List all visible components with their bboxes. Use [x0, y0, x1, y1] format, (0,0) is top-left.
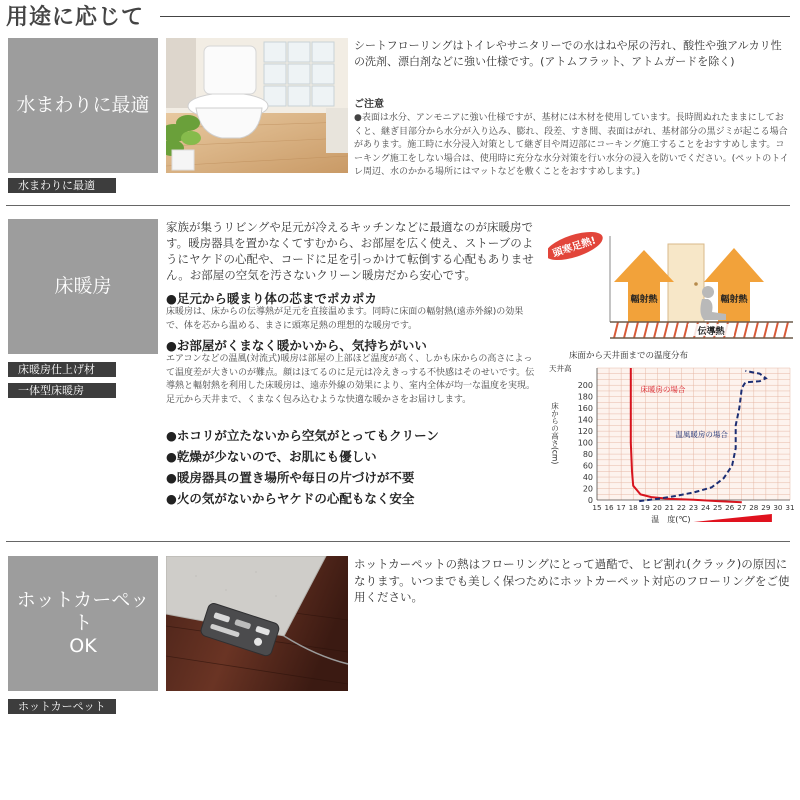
chart-y-tick-label: 60: [582, 461, 593, 471]
water-box-label: 水まわりに最適: [16, 94, 150, 117]
chart-x-tick-label: 27: [737, 503, 747, 512]
point2-title: ●お部屋がくまなく暖かいから、気持ちがいい: [166, 338, 427, 353]
radiant-heat-right-label: 輻射熱: [720, 295, 748, 305]
chart-x-tick-label: 31: [785, 503, 795, 512]
feature-bullet: ●ホコリが立たないから空気がとってもクリーン: [166, 428, 439, 443]
section-divider-2: [6, 541, 790, 542]
floor-heating-tag-2: 一体型床暖房: [8, 383, 116, 398]
svg-text:頭寒足熱!: 頭寒足熱!: [551, 235, 598, 260]
point1-body: 床暖房は、床からの伝導熱が足元を直接温めます。同時に床面の輻射熱(遠赤外線)の効果で、体を芯から温める、まさに頭寒足熱の理想的な暖房です。: [166, 307, 524, 331]
chart-x-tick-label: 22: [676, 503, 687, 512]
hot-carpet-box-label-line2: OK: [69, 634, 97, 657]
chart-x-tick-label: 18: [628, 503, 638, 512]
chart-y-tick-label: 100: [577, 438, 593, 448]
chart-x-tick-label: 23: [688, 503, 699, 512]
chart-y-tick-label: 20: [582, 484, 593, 494]
chart-y-tick-label: 0: [587, 496, 593, 505]
chart-y-tick-label: 40: [582, 473, 593, 483]
point2-body: エアコンなどの温風(対流式)暖房は部屋の上部ほど温度が高く、しかも床からの高さによって温度差が大きいのが難点。顔はほてるのに足元は冷えきっする不快感はそのせいです。伝導熱と輻射熱を利用した床暖房は、遠赤外線の効果により、室内全体が均一な温度を実現。足元から天井まで、くまなく包み込むような快適な暖かさをお届けします。: [166, 354, 536, 405]
chart-title: 床面から天井面までの温度分布: [569, 351, 689, 361]
floor-heating-tag-1: 床暖房仕上げ材: [8, 362, 116, 377]
head-cool-feet-warm-badge: [548, 226, 606, 265]
title-rule: [160, 16, 790, 17]
hot-carpet-box-label-line1: ホットカーペット: [16, 589, 150, 635]
chart-x-tick-label: 17: [616, 503, 626, 512]
chart-x-tick-label: 28: [749, 503, 759, 512]
chart-series-label-1: 温風暖房の場合: [675, 429, 728, 439]
page-title: 用途に応じて: [6, 4, 145, 30]
chart-xlabel: 温 度(℃): [651, 515, 691, 524]
chart-x-tick-label: 29: [761, 503, 771, 512]
feature-bullet: ●火の気がないからヤケドの心配もなく安全: [166, 491, 415, 506]
chart-y-tick-label: 200: [577, 381, 593, 391]
water-box: [8, 38, 158, 173]
feature-bullet: ●乾燥が少ないので、お肌にも優しい: [166, 449, 377, 464]
feature-bullet: ●暖房器具の置き場所や毎日の片づけが不要: [166, 470, 415, 485]
hot-carpet-body: ホットカーペットの熱はフローリングにとって過酷で、ヒビ割れ(クラック)の原因になります。いつまでも美しく保つためにホットカーペット対応のフローリングをご使用ください。: [354, 557, 790, 604]
floor-heating-body: 家族が集うリビングや足元が冷えるキッチンなどに最適なのが床暖房です。暖房器具を置かなくてすむから、お部屋を広く使え、ストーブのようにヤケドの心配や、コードに足を引っかけて転倒する心配もありません。お部屋の空気を汚さないクリーン暖房だから安心です。: [166, 220, 534, 282]
water-note-title: ご注意: [354, 99, 384, 110]
chart-x-tick-label: 16: [604, 503, 614, 512]
floor-heating-box-label: 床暖房: [54, 275, 112, 298]
chart-x-tick-label: 20: [652, 503, 662, 512]
chart-y-tick-label: 80: [582, 450, 593, 460]
chart-temperature-gradient-bar: [694, 514, 772, 522]
chart-x-tick-label: 24: [700, 503, 711, 512]
chart-x-tick-label: 21: [664, 503, 674, 512]
chart-y-tick-label: 180: [577, 392, 593, 402]
chart-ylabel: 床からの高さ(cm): [550, 402, 560, 465]
heating-diagram: [548, 222, 793, 347]
section-divider-1: [6, 205, 790, 206]
toilet-photo: [166, 38, 348, 173]
chart-x-tick-label: 25: [713, 503, 723, 512]
chart-y-tick-label: 140: [577, 415, 593, 425]
chart-series-label-0: 床暖房の場合: [640, 385, 686, 395]
water-tag: 水まわりに最適: [8, 178, 116, 193]
floor-heating-box: [8, 219, 158, 354]
temperature-chart: [545, 348, 797, 528]
chart-y-tick-label: 160: [577, 404, 593, 414]
hot-carpet-photo: [166, 556, 348, 691]
chart-x-tick-label: 19: [640, 503, 650, 512]
chart-x-tick-label: 15: [592, 503, 602, 512]
conduction-heat-label: 伝導熱: [697, 327, 725, 337]
hot-carpet-box: [8, 556, 158, 691]
chart-x-tick-label: 26: [725, 503, 735, 512]
water-note-body: ●表面は水分、アンモニアに強い仕様ですが、基材には木材を使用しています。長時間ぬれたままにしておくと、継ぎ目部分から水分が入り込み、膨れ、段差、すき間、表面はがれ、基材部分の黒ジミが起こる場合があります。施工時に水分浸入対策として継ぎ目や周辺部にコーキング施工することをおすすめします。コーキング施工をしない場合は、使用時に充分な水分対策を行い水分の浸入を防いでください。(ペットのトイレ周辺、水のかかる場所にはマットなどを敷くことをおすすめします。): [354, 113, 789, 177]
radiant-heat-left-label: 輻射熱: [630, 295, 658, 305]
chart-x-tick-label: 30: [773, 503, 783, 512]
point1-title: ●足元から暖まり体の芯までポカポカ: [166, 291, 377, 306]
water-body: シートフローリングはトイレやサニタリーでの水はねや尿の汚れ、酸性や強アルカリ性の洗剤、漂白剤などに強い仕様です。(アトムフラット、アトムガードを除く): [354, 39, 782, 68]
chart-y-tick-label: 120: [577, 427, 593, 437]
hot-carpet-tag: ホットカーペットOK: [8, 699, 116, 714]
chart-ylabel-top: 天井高: [549, 364, 572, 373]
